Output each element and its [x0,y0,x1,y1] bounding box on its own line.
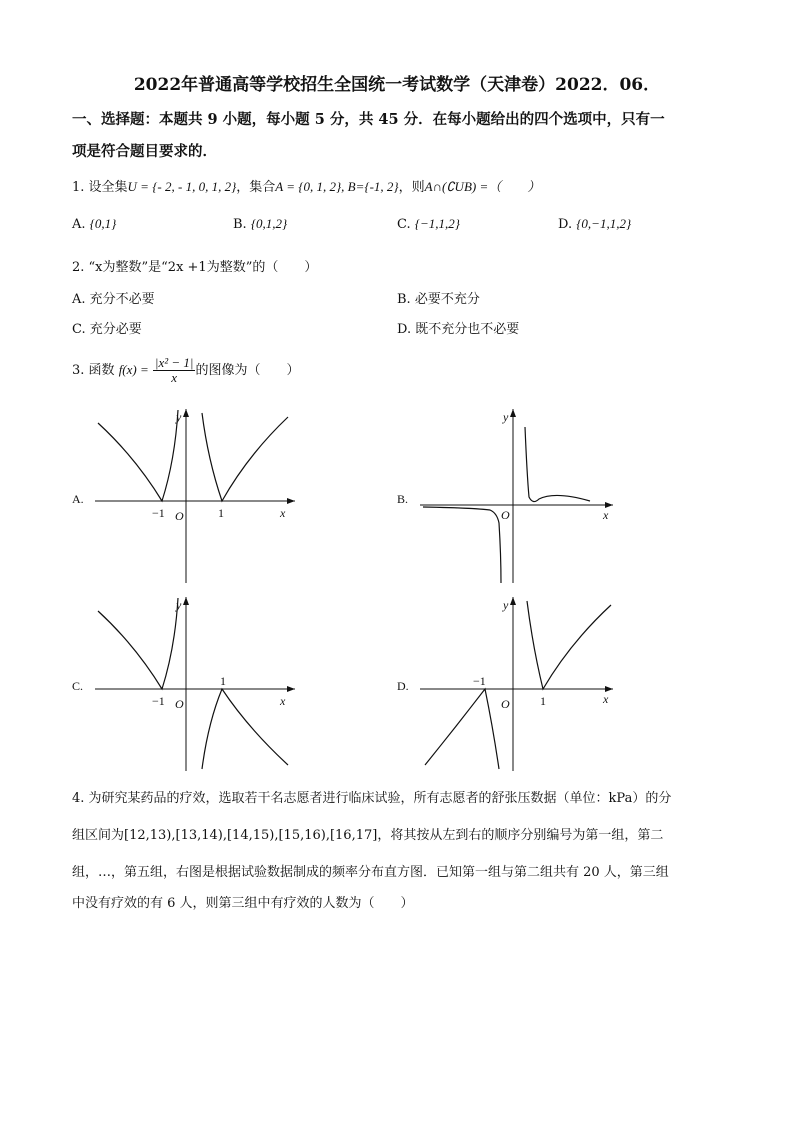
graph-a-y-label: y [176,410,182,424]
graph-b [415,405,620,585]
graph-c-x-label: x [280,694,286,708]
graph-b-y-arrow [510,409,516,417]
question-2-stem: 2. “x为整数”是“2x +1为整数”的（ ） [72,260,318,275]
graph-b-origin: O [501,508,510,522]
graph-b-label: B. [397,492,409,506]
question-4-line1: 4. 为研究某药品的疗效，选取若干名志愿者进行临床试验，所有志愿者的舒张压数据（单位：kPa）的分 [72,791,672,806]
graph-a-x-label: x [280,506,286,520]
graph-c-y-label: y [176,598,182,612]
graph-d-y-arrow [510,597,516,605]
q3-numerator: |x² − 1| [154,355,194,370]
graph-c-right-curve [202,689,288,769]
section-heading-line2: 项是符合题目要求的． [72,143,217,160]
question-4-line4: 中没有疗效的有 6 人，则第三组中有疗效的人数为（ ） [72,896,414,911]
graph-a-x-arrow [287,498,295,504]
graph-d-neg1: −1 [473,674,486,688]
page-title: 2022年普通高等学校招生全国统一考试数学（天津卷）2022．06． [133,75,661,95]
graph-d [415,593,620,773]
q1-stem-mid: ，集合 [236,180,276,195]
q2-option-b: B. 必要不充分 [397,292,480,307]
q2-option-a: A. 充分不必要 [72,292,155,307]
graph-d-origin: O [501,697,510,711]
q1-stem-post: ，则 [398,180,425,195]
q3-fraction [153,356,196,385]
graph-b-right-curve [525,427,590,502]
q1-option-d: D. {0,−1,1,2} [558,216,632,232]
question-1-stem [72,176,540,195]
q1-universe: U = {- 2, - 1, 0, 1, 2} [127,179,237,194]
q1-sets: A = {0, 1, 2}, B={-1, 2} [275,179,399,194]
q1-option-b: B. {0,1,2} [233,216,288,232]
graph-c [90,593,300,773]
graph-c-neg1: −1 [152,694,165,708]
graph-a-label: A. [72,492,84,506]
graph-c-one: 1 [220,674,226,688]
graph-b-x-label: x [603,508,609,522]
q3-denominator: x [171,370,178,385]
graph-b-left-curve [423,507,501,583]
graph-a-origin: O [175,509,184,523]
graph-a-right-curve [202,413,288,501]
graph-d-right-curve [527,601,611,689]
q1-option-a: A. {0,1} [72,216,117,232]
q1-expression: A∩(∁UB) =（ ） [424,179,541,194]
q2-option-d: D. 既不充分也不必要 [397,322,520,337]
graph-a-y-arrow [183,409,189,417]
graph-a-neg1: −1 [152,506,165,520]
graph-b-y-label: y [503,410,509,424]
section-heading-line1: 一、选择题：本题共 9 小题，每小题 5 分，共 45 分．在每小题给出的四个选项中，只有一 [72,111,665,128]
graph-d-one: 1 [540,694,546,708]
graph-d-left-curve [425,689,499,769]
question-3-stem: 3. 函数 f(x) = $\frac{\text{|x² − 1|}}{x}$ 的图像为（ ） [72,355,300,385]
graph-a-one: 1 [218,506,224,520]
q1-option-c: C. {−1,1,2} [397,216,460,232]
graph-c-origin: O [175,697,184,711]
question-4-line2: 组区间为[12,13),[13,14),[14,15),[15,16),[16,17]，将其按从左到右的顺序分别编号为第一组，第二 [72,828,664,843]
graph-a [90,405,300,585]
graph-c-left-curve [98,598,178,689]
graph-c-label: C. [72,679,84,693]
graph-c-x-arrow [287,686,295,692]
q2-option-c: C. 充分必要 [72,322,142,337]
q3-fx: f(x) = [118,362,149,377]
graph-d-x-label: x [603,692,609,706]
graph-a-left-curve [98,410,178,501]
q1-stem-pre: 1. 设全集 [72,180,128,195]
question-4-line3: 组，…，第五组，右图是根据试验数据制成的频率分布直方图．已知第一组与第二组共有 20 人，第三组 [72,865,669,880]
graph-c-y-arrow [183,597,189,605]
graph-d-y-label: y [503,598,509,612]
graph-d-label: D. [397,679,409,693]
